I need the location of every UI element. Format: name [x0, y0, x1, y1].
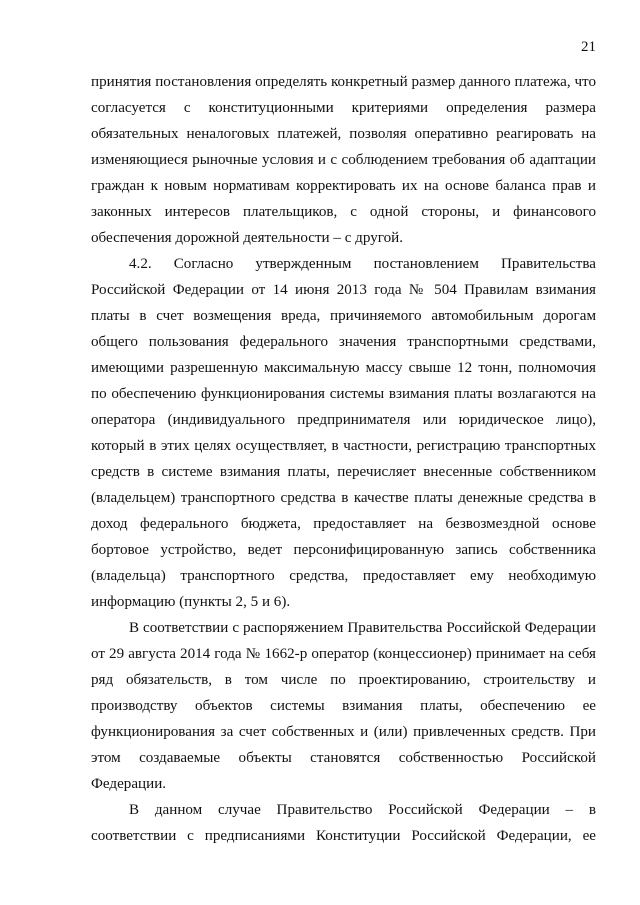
- paragraph-section-4-2: 4.2. Согласно утвержденным постановлением Правительства Российской Федерации от 14 июня 2013 года № 504 Правилам взимания платы в счет возмещения вреда, причиняемого автомобильным дорогам общего пользования федерального значения транспортными средствами, имеющими разрешенную максимальную массу свыше 12 тонн, полномочия по обеспечению функционирования системы взимания платы возлагаются на оператора (индивидуального предпринимателя или юридическое лицо), который в этих целях осуществляет, в частности, регистрацию транспортных средств в системе взимания платы, перечисляет внесенные собственником (владельцем) транспортного средства в качестве платы денежные средства в доход федерального бюджета, предоставляет на безвозмездной основе бортовое устройство, ведет персонифицированную запись собственника (владельца) транспортного средства, предоставляет ему необходимую информацию (пункты 2, 5 и 6).: [91, 256, 596, 610]
- paragraph-operator-obligations: В соответствии с распоряжением Правительства Российской Федерации от 29 августа 2014 года № 1662-р оператор (концессионер) принимает на себя ряд обязательств, в том числе по проектированию, строительству и производству объектов системы взимания платы, обеспечению ее функционирования за счет собственных и (или) привлеченных средств. При этом создаваемые объекты становятся собственностью Российской Федерации.: [91, 620, 596, 792]
- document-body: [91, 69, 596, 849]
- paragraph-continuation: принятия постановления определять конкретный размер данного платежа, что согласуется с конституционными критериями определения размера обязательных неналоговых платежей, позволяя оперативно реагировать на изменяющиеся рыночные условия и с соблюдением требования об адаптации граждан к новым нормативам корректировать их на основе баланса прав и законных интересов плательщиков, с одной стороны, и финансового обеспечения дорожной деятельности – с другой.: [91, 74, 596, 246]
- paragraph-government-role: В данном случае Правительство Российской Федерации – в соответствии с предписаниями Конституции Российской Федерации, ее: [91, 802, 596, 844]
- page-number: 21: [581, 39, 596, 55]
